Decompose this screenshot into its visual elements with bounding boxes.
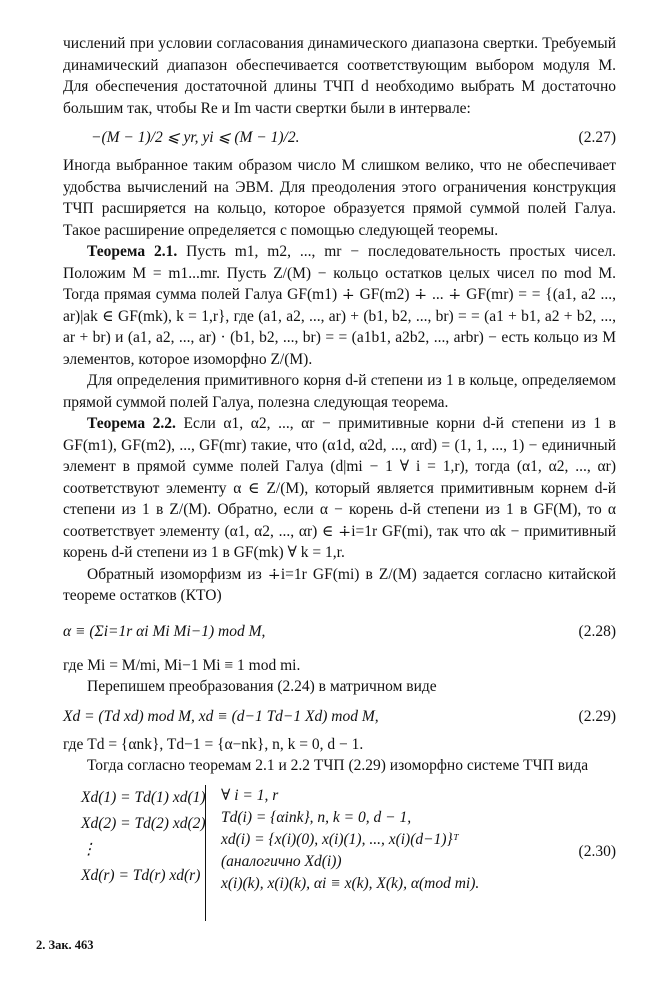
equation-2-28 [63, 613, 616, 649]
equation-2-27 [63, 125, 616, 149]
system-row: ⋮ [81, 840, 97, 858]
formula: −(M − 1)/2 ⩽ yr, yi ⩽ (M − 1)/2. [91, 129, 300, 146]
system-bracket [205, 785, 206, 921]
paragraph-where-td: где Td = {αnk}, Td−1 = {α−nk}, n, k = 0, d − 1. [63, 735, 364, 753]
page-body [63, 33, 616, 931]
formula: α ≡ (Σi=1r αi Mi Mi−1) mod M, [63, 622, 266, 640]
equation-2-29 [63, 704, 616, 728]
equation-number: (2.28) [578, 622, 616, 640]
system-row: Xd(r) = Td(r) xd(r) [81, 866, 201, 884]
theorem-2-1 [63, 241, 616, 370]
theorem-text: Пусть m1, m2, ..., mr − последовательность простых чисел. Положим M = m1...mr. Пусть Z/(M) − кольцо остатков целых чисел по mod M. Тогда прямая сумма полей Галуа GF(m1) ∔ GF(m2) ∔ ... ∔ GF(mr) = = {(a1, a2 ..., ar)|ak ∈ GF(mk), k = 1,r}, где (a1, a2, ..., ar) + (b1, b2, ..., br) = = (a1 + b1, a2 + b2, ..., ar + br) и (a1, a2, ..., ar) · (b1, b2, ..., br) = = (a1b1, a2b2, ..., arbr) − есть кольцо из M элементов, которое изоморфно Z/(M). [63, 243, 616, 368]
equation-system-2-30 [63, 781, 616, 931]
page-footer: 2. Зак. 463 [36, 938, 94, 952]
system-condition: xd(i) = {x(i)(0), x(i)(1), ..., x(i)(d−1)}ᵀ [221, 830, 459, 848]
paragraph-primitive-root: Для определения примитивного корня d-й степени из 1 в кольце, определяемом прямой суммой полей Галуа, полезна следующая теорема. [63, 372, 616, 411]
paragraph-system: Тогда согласно теоремам 2.1 и 2.2 ТЧП (2.29) изоморфно системе ТЧП вида [87, 757, 589, 774]
equation-number: (2.29) [578, 707, 616, 725]
system-condition: Td(i) = {αink}, n, k = 0, d − 1, [221, 808, 412, 826]
theorem-2-2 [63, 413, 616, 564]
equation-number: (2.30) [578, 842, 616, 860]
equation-number: (2.27) [578, 129, 616, 146]
theorem-text: Если α1, α2, ..., αr − примитивные корни d-й степени из 1 в GF(m1), GF(m2), ..., GF(mr) такие, что (α1d, α2d, ..., αrd) = (1, 1, ..., 1) − единичный элемент в прямой сумме полей Галуа (d|mi − 1 ∀ i = 1,r), тогда (α1, α2, ..., αr) соответствуют элементу α ∈ Z/(M), который является примитивным корнем d-й степени из 1 в Z/(M). Обратно, если α − корень d-й степени из 1 в GF(M), то α соответствует элементу (α1, α2, ..., αr) ∈ ∔i=1r GF(mi), так что αk − примитивный корень d-й степени из 1 в GF(mk) ∀ k = 1,r. [63, 415, 616, 561]
formula: Xd = (Td xd) mod M, xd ≡ (d−1 Td−1 Xd) mod M, [63, 707, 379, 725]
paragraph-ring-extension: Иногда выбранное таким образом число M слишком велико, что не обеспечивает удобства вычислений на ЭВМ. Для преодоления этого ограничения конструкция ТЧП расширяется на кольцо, которое образуется прямой суммой полей Галуа. Такое расширение определяется с помощью следующей теоремы. [63, 157, 616, 239]
theorem-heading: Теорема 2.1. [87, 243, 178, 260]
paragraph-inverse-isomorphism: Обратный изоморфизм из ∔i=1r GF(mi) в Z/(M) задается согласно китайской теореме остатков (КТО) [63, 565, 616, 604]
system-condition: x(i)(k), x(i)(k), αi ≡ x(k), X(k), α(mod mi). [221, 874, 480, 892]
system-left-column [81, 785, 206, 889]
system-condition: ∀ i = 1, r [221, 786, 279, 804]
paragraph-matrix-form: Перепишем преобразования (2.24) в матричном виде [87, 678, 437, 695]
system-row: Xd(1) = Td(1) xd(1) [81, 788, 206, 806]
system-condition: (аналогично Xd(i)) [221, 852, 342, 870]
system-right-column [221, 785, 479, 895]
paragraph-where-mi: где Mi = M/mi, Mi−1 Mi ≡ 1 mod mi. [63, 656, 301, 674]
system-row: Xd(2) = Td(2) xd(2) [81, 814, 206, 832]
theorem-heading: Теорема 2.2. [87, 415, 176, 432]
paragraph-intro: числений при условии согласования динамического диапазона свертки. Требуемый динамический диапазон обеспечивается соответствующим выбором модуля M. Для обеспечения достаточной длины ТЧП d необходимо выбрать M достаточно большим так, чтобы Re и Im части свертки были в интервале: [63, 35, 616, 117]
